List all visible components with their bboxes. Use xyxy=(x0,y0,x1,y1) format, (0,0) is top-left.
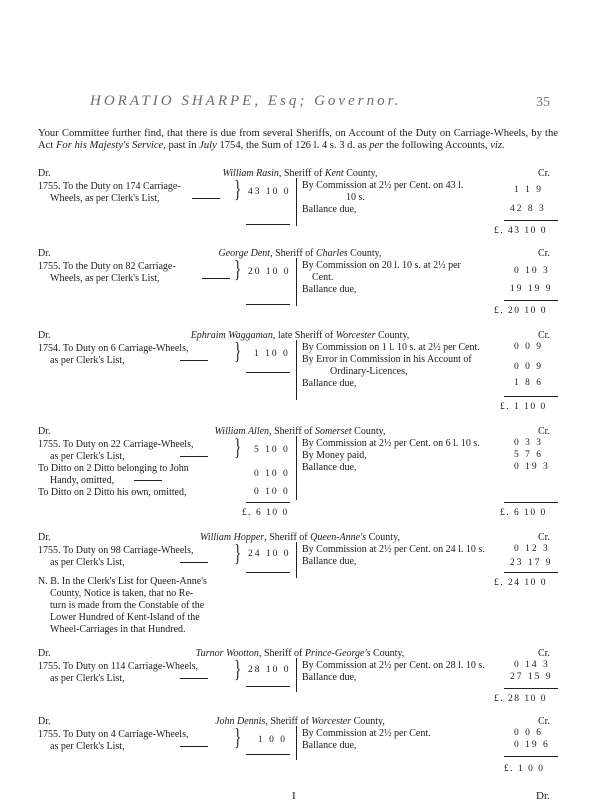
account-total: £. 43 10 0 xyxy=(494,226,547,236)
column-divider xyxy=(296,340,297,400)
debit-line: as per Clerk's List, xyxy=(50,557,125,568)
cr-label: Cr. xyxy=(538,716,550,727)
account-total: £. 6 10 0 xyxy=(500,508,547,518)
sum-rule xyxy=(246,224,290,225)
sum-rule xyxy=(504,502,558,503)
brace: } xyxy=(234,177,242,203)
dr-label: Dr. xyxy=(38,330,51,341)
intro-viz: viz. xyxy=(490,140,505,152)
account-title: Turnor Wootton, Sheriff of Prince-George's County, xyxy=(195,648,405,659)
intro-per: per xyxy=(369,140,384,152)
debit-amount: 28 10 0 xyxy=(248,665,291,675)
credit-amount: 19 19 9 xyxy=(510,284,553,294)
credit-line: Ordinary-Licences, xyxy=(330,366,408,377)
intro-paragraph xyxy=(38,128,558,153)
catchword: Dr. xyxy=(536,790,550,802)
debit-line: 1755. To the Duty on 174 Carriage- xyxy=(38,181,181,192)
brace: } xyxy=(234,339,242,365)
note-line: turn is made from the Constable of the xyxy=(50,600,205,611)
brace: } xyxy=(234,725,242,751)
account-total: £. 20 10 0 xyxy=(494,306,547,316)
debit-amount: 0 10 0 xyxy=(254,487,290,497)
account-total-left: £. 6 10 0 xyxy=(242,508,289,518)
leader-dash xyxy=(180,456,208,457)
sum-rule xyxy=(504,300,558,301)
debit-line: as per Clerk's List, xyxy=(50,355,125,366)
column-divider xyxy=(296,542,297,578)
credit-amount: 1 1 9 xyxy=(514,185,543,195)
leader-dash xyxy=(134,480,162,481)
credit-line: By Money paid, xyxy=(302,450,367,461)
note-line: County, Notice is taken, that no Re- xyxy=(50,588,194,599)
cr-label: Cr. xyxy=(538,330,550,341)
debit-line: To Ditto on 2 Ditto belonging to John xyxy=(38,463,189,474)
sum-rule xyxy=(246,754,290,755)
debit-line: as per Clerk's List, xyxy=(50,673,125,684)
leader-dash xyxy=(192,198,220,199)
credit-amount: 0 0 9 xyxy=(514,342,543,352)
brace: } xyxy=(234,541,242,567)
credit-amount: 0 0 6 xyxy=(514,728,543,738)
account-title: William Hopper, Sheriff of Queen-Anne's County, xyxy=(200,532,400,543)
leader-dash xyxy=(180,562,208,563)
credit-amount: 0 12 3 xyxy=(514,544,550,554)
debit-line: Wheels, as per Clerk's List, xyxy=(50,193,160,204)
debit-line: Wheels, as per Clerk's List, xyxy=(50,273,160,284)
credit-amount: 27 15 9 xyxy=(510,672,553,682)
dr-label: Dr. xyxy=(38,648,51,659)
credit-amount: 23 17 9 xyxy=(510,558,553,568)
debit-amount: 1 10 0 xyxy=(254,349,290,359)
credit-line: By Commission at 2½ per Cent. on 6 l. 10 s. xyxy=(302,438,480,449)
account-wootton xyxy=(0,648,600,714)
debit-line: 1755. To the Duty on 82 Carriage- xyxy=(38,261,176,272)
note-line: Lower Hundred of Kent-Island of the xyxy=(50,612,200,623)
intro-month: July xyxy=(199,140,217,152)
sum-rule xyxy=(246,502,290,503)
leader-dash xyxy=(180,360,208,361)
sum-rule xyxy=(246,304,290,305)
account-total: £. 28 10 0 xyxy=(494,694,547,704)
credit-line: Cent. xyxy=(312,272,334,283)
sum-rule xyxy=(504,572,558,573)
signature-mark: I xyxy=(292,790,296,802)
sum-rule xyxy=(504,396,558,397)
sum-rule xyxy=(504,688,558,689)
credit-amount: 0 0 9 xyxy=(514,362,543,372)
credit-line: Ballance due, xyxy=(302,462,357,473)
account-allen xyxy=(0,426,600,522)
debit-amount: 5 10 0 xyxy=(254,445,290,455)
credit-amount: 5 7 6 xyxy=(514,450,543,460)
column-divider xyxy=(296,258,297,306)
debit-amount: 20 10 0 xyxy=(248,267,291,277)
credit-line: By Commission at 2½ per Cent. on 28 l. 10 s. xyxy=(302,660,485,671)
account-title: John Dennis, Sheriff of Worcester County, xyxy=(215,716,385,727)
account-title: Ephraim Waggaman, late Sheriff of Worcester County, xyxy=(190,330,410,341)
column-divider xyxy=(296,436,297,500)
debit-line: 1755. To Duty on 22 Carriage-Wheels, xyxy=(38,439,194,450)
credit-line: By Commission at 2½ per Cent. on 24 l. 10 s. xyxy=(302,544,485,555)
account-title: William Rasin, Sheriff of Kent County, xyxy=(222,168,378,179)
credit-line: Ballance due, xyxy=(302,284,357,295)
brace: } xyxy=(234,257,242,283)
intro-text: Your Committee further find, that there is due from several Sheriffs, on Account of the Duty on Carriage-Wheels, by the Act xyxy=(38,128,558,152)
debit-amount: 0 10 0 xyxy=(254,469,290,479)
credit-amount: 0 10 3 xyxy=(514,266,550,276)
credit-line: Ballance due, xyxy=(302,556,357,567)
account-total: £. 24 10 0 xyxy=(494,578,547,588)
sum-rule xyxy=(246,572,290,573)
credit-line: Ballance due, xyxy=(302,204,357,215)
dr-label: Dr. xyxy=(38,426,51,437)
credit-line: By Error in Commission in his Account of xyxy=(302,354,472,365)
debit-line: To Ditto on 2 Ditto his own, omitted, xyxy=(38,487,187,498)
credit-amount: 42 8 3 xyxy=(510,204,546,214)
debit-line: as per Clerk's List, xyxy=(50,451,125,462)
credit-amount: 0 19 3 xyxy=(514,462,550,472)
debit-amount: 43 10 0 xyxy=(248,187,291,197)
dr-label: Dr. xyxy=(38,716,51,727)
credit-line: Ballance due, xyxy=(302,740,357,751)
note-line: Wheel-Carriages in that Hundred. xyxy=(50,624,186,635)
dr-label: Dr. xyxy=(38,168,51,179)
column-divider xyxy=(296,658,297,692)
account-hopper xyxy=(0,532,600,644)
intro-text: , past in xyxy=(163,140,200,152)
account-waggaman xyxy=(0,330,600,418)
credit-amount: 0 19 6 xyxy=(514,740,550,750)
page-number: 35 xyxy=(536,95,550,110)
account-title: George Dent, Sheriff of Charles County, xyxy=(218,248,382,259)
brace: } xyxy=(234,657,242,683)
leader-dash xyxy=(180,678,208,679)
credit-line: Ballance due, xyxy=(302,378,357,389)
running-head: HORATIO SHARPE, Esq; Governor. xyxy=(90,93,402,109)
sum-rule xyxy=(504,756,558,757)
debit-line: 1755. To Duty on 98 Carriage-Wheels, xyxy=(38,545,194,556)
credit-line: By Commission at 2½ per Cent. xyxy=(302,728,431,739)
account-total: £. 1 10 0 xyxy=(500,402,547,412)
cr-label: Cr. xyxy=(538,532,550,543)
credit-amount: 1 8 6 xyxy=(514,378,543,388)
credit-amount: 0 3 3 xyxy=(514,438,543,448)
sum-rule xyxy=(246,372,290,373)
debit-amount: 1 0 0 xyxy=(258,735,287,745)
intro-text: the following Accounts, xyxy=(383,140,491,152)
leader-dash xyxy=(180,746,208,747)
debit-line: 1755. To Duty on 4 Carriage-Wheels, xyxy=(38,729,189,740)
cr-label: Cr. xyxy=(538,426,550,437)
dr-label: Dr. xyxy=(38,248,51,259)
credit-line: Ballance due, xyxy=(302,672,357,683)
credit-amount: 0 14 3 xyxy=(514,660,550,670)
dr-label: Dr. xyxy=(38,532,51,543)
column-divider xyxy=(296,726,297,760)
account-total: £. 1 0 0 xyxy=(504,764,545,774)
sum-rule xyxy=(504,220,558,221)
debit-line: 1755. To Duty on 114 Carriage-Wheels, xyxy=(38,661,199,672)
account-dennis xyxy=(0,716,600,782)
leader-dash xyxy=(202,278,230,279)
debit-line: as per Clerk's List, xyxy=(50,741,125,752)
cr-label: Cr. xyxy=(538,248,550,259)
brace: } xyxy=(234,435,242,461)
account-title: William Allen, Sheriff of Somerset County, xyxy=(214,426,386,437)
cr-label: Cr. xyxy=(538,648,550,659)
column-divider xyxy=(296,178,297,226)
note-line: N. B. In the Clerk's List for Queen-Anne's xyxy=(38,576,207,587)
credit-line: By Commission at 2½ per Cent. on 43 l. xyxy=(302,180,464,191)
cr-label: Cr. xyxy=(538,168,550,179)
credit-line: 10 s. xyxy=(346,192,365,203)
account-rasin xyxy=(0,168,600,240)
debit-line: 1754. To Duty on 6 Carriage-Wheels, xyxy=(38,343,189,354)
act-name: For his Majesty's Service xyxy=(55,140,164,152)
debit-amount: 24 10 0 xyxy=(248,549,291,559)
intro-text: 1754, the Sum of 126 l. 4 s. 3 d. as xyxy=(216,140,370,152)
credit-line: By Commission on 20 l. 10 s. at 2½ per xyxy=(302,260,461,271)
account-dent xyxy=(0,248,600,320)
debit-line: Handy, omitted, xyxy=(50,475,115,486)
sum-rule xyxy=(246,686,290,687)
credit-line: By Commission on 1 l. 10 s. at 2½ per Cent. xyxy=(302,342,480,353)
